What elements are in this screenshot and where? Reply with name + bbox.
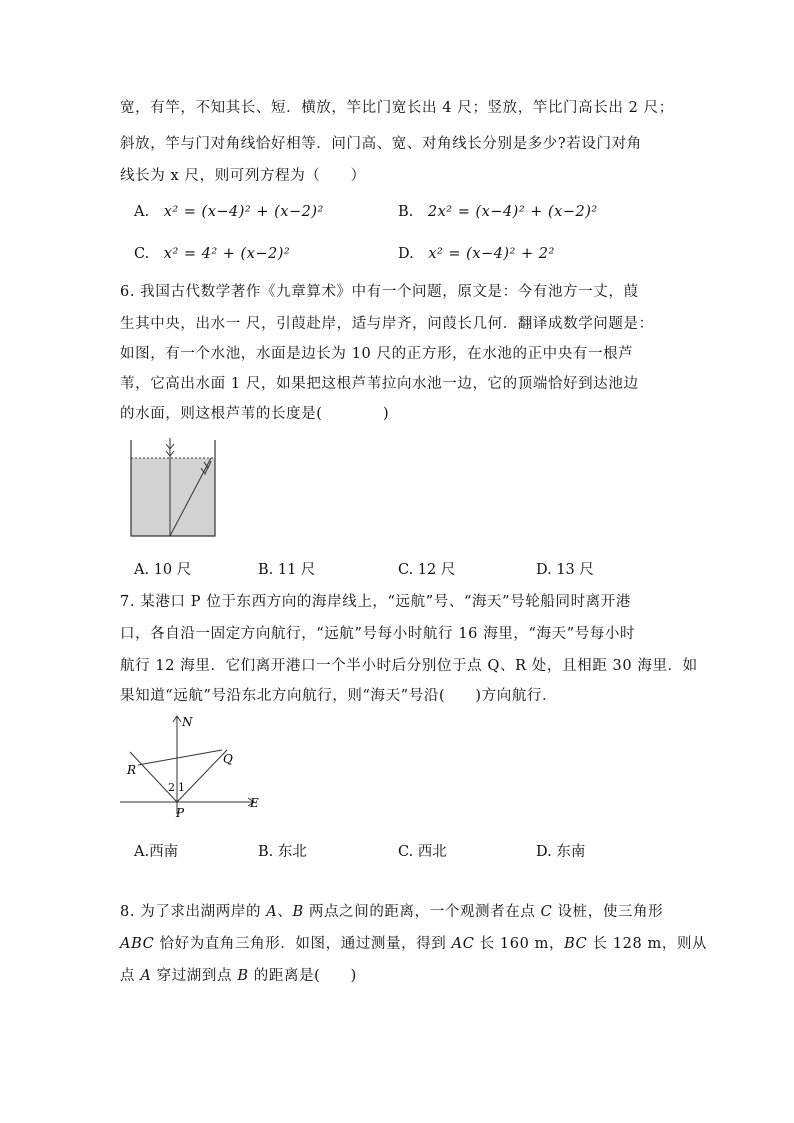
point-B: B	[292, 904, 304, 920]
label-R: R	[127, 763, 137, 777]
q7-option-a[interactable]: A.西南	[134, 844, 179, 860]
q7-option-b[interactable]: B. 东北	[258, 844, 307, 860]
q5-option-a-expr: x² = (x−4)² + (x−2)²	[163, 204, 324, 220]
q5-option-b[interactable]	[398, 202, 598, 222]
compass-figure	[118, 714, 268, 826]
q5-option-a[interactable]	[134, 202, 324, 222]
q6-line-2: 生其中央，出水一 尺，引葭赴岸，适与岸齐，问葭长几何．翻译成数学问题是：	[120, 316, 654, 332]
label-N: N	[182, 715, 193, 729]
q5-option-d-label: D.	[398, 246, 414, 262]
label-angle-1: 1	[178, 781, 185, 794]
q6-line-4: 苇，它高出水面 1 尺，如果把这根芦苇拉向水池一边，它的顶端恰好到达池边	[120, 376, 639, 392]
q5-line-2: 斜放，竿与门对角线恰好相等．问门高、宽、对角线长分别是多少?若设门对角	[120, 136, 642, 152]
q6-line-5: 的水面，则这根芦苇的长度是( )	[120, 406, 390, 422]
segment-PQ	[177, 750, 227, 802]
q6-option-a[interactable]: A. 10 尺	[134, 562, 192, 578]
label-E: E	[250, 796, 259, 810]
triangle-ABC: ABC	[120, 936, 155, 952]
q8-text: 点	[120, 968, 141, 984]
pool-reed-figure	[125, 436, 225, 540]
q5-line-3: 线长为 x 尺，则可列方程为（ ）	[120, 168, 366, 184]
q6-option-d[interactable]: D. 13 尺	[536, 562, 594, 578]
q5-option-d-expr: x² = (x−4)² + 2²	[428, 246, 555, 262]
q7-line-3: 航行 12 海里．它们离开港口一个半小时后分别位于点 Q、R 处，且相距 30 海里．如	[120, 658, 698, 674]
q8-line-1	[120, 902, 663, 922]
q8-text: 两点之间的距离，一个观测者在点	[303, 904, 541, 920]
q7-line-2: 口，各自沿一固定方向航行，“远航”号每小时航行 16 海里，“海天”号每小时	[120, 626, 636, 642]
q6-option-b[interactable]: B. 11 尺	[258, 562, 316, 578]
label-Q: Q	[223, 752, 233, 766]
point-B: B	[237, 968, 249, 984]
segment-RQ	[138, 750, 222, 765]
q8-text: 、	[277, 904, 293, 920]
q6-line-3: 如图，有一个水池，水面是边长为 10 尺的正方形，在水池的正中央有一根芦	[120, 346, 634, 362]
q8-line-2	[120, 934, 707, 954]
q5-option-c-label: C.	[134, 246, 150, 262]
point-C: C	[540, 904, 553, 920]
q7-line-1: 7. 某港口 P 位于东西方向的海岸线上，“远航”号、“海天”号轮船同时离开港	[120, 594, 631, 610]
q6-option-c[interactable]: C. 12 尺	[398, 562, 456, 578]
segment-AC: AC	[451, 936, 475, 952]
q8-line-3	[120, 966, 357, 986]
segment-BC: BC	[564, 936, 588, 952]
q5-option-c-expr: x² = 4² + (x−2)²	[163, 246, 291, 262]
point-A: A	[266, 904, 278, 920]
q6-line-1: 6. 我国古代数学著作《九章算术》中有一个问题，原文是：今有池方一丈，葭	[120, 284, 639, 300]
q8-text: 设桩，使三角形	[552, 904, 664, 920]
q8-text: 8. 为了求出湖两岸的	[120, 904, 267, 920]
q5-option-c[interactable]	[134, 244, 290, 264]
q5-option-b-expr: 2x² = (x−4)² + (x−2)²	[427, 204, 598, 220]
q7-option-d[interactable]: D. 东南	[536, 844, 586, 860]
q5-option-b-label: B.	[398, 204, 414, 220]
q7-line-4: 果知道“远航”号沿东北方向航行，则“海天”号沿( )方向航行．	[120, 688, 558, 704]
q8-text: 长 160 m，	[474, 936, 565, 952]
q5-line-1: 宽，有竿，不知其长、短．横放，竿比门宽长出 4 尺；竖放，竿比门高长出 2 尺；	[120, 100, 674, 116]
q5-option-d[interactable]	[398, 244, 555, 264]
q7-option-c[interactable]: C. 西北	[398, 844, 447, 860]
label-P: P	[176, 806, 185, 820]
q8-text: 恰好为直角三角形．如图，通过测量，得到	[154, 936, 452, 952]
label-angle-2: 2	[168, 781, 175, 794]
q8-text: 穿过湖到点	[151, 968, 238, 984]
q5-option-a-label: A.	[134, 204, 150, 220]
q8-text: 长 128 m，则从	[587, 936, 708, 952]
q8-text: 的距离是( )	[248, 968, 357, 984]
point-A: A	[140, 968, 152, 984]
